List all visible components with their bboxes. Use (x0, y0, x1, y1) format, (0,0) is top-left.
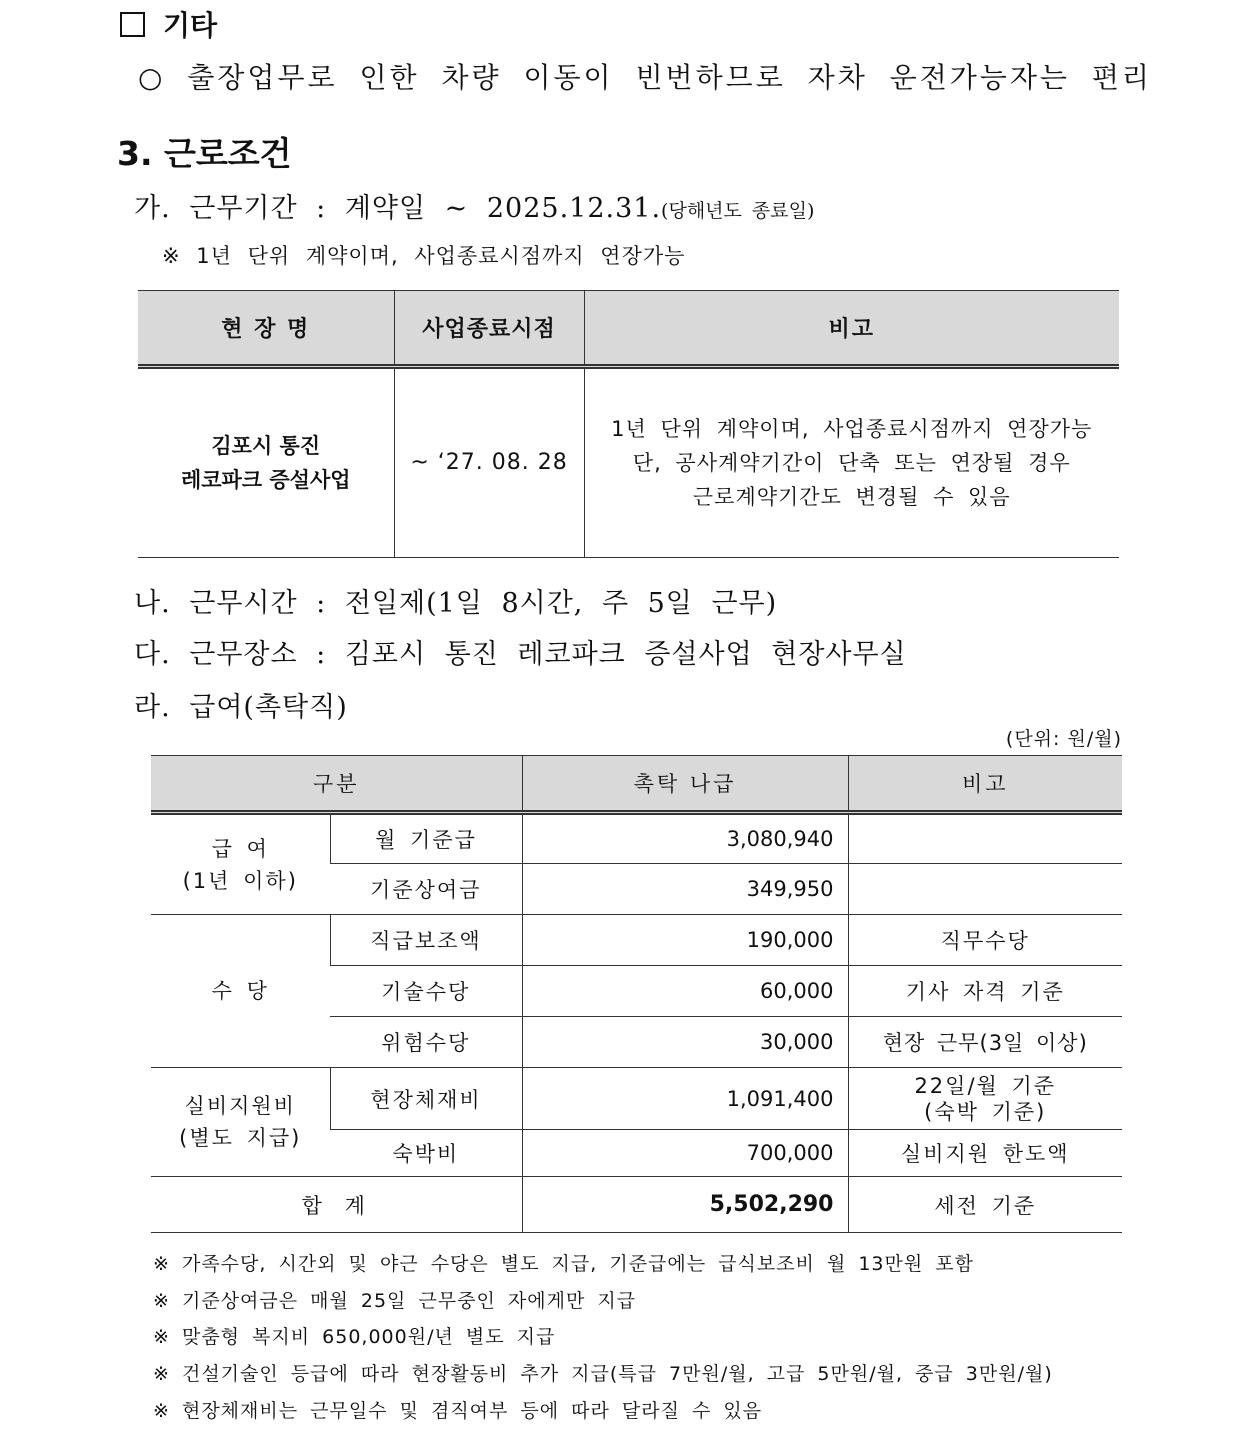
item-cell: 월 기준급 (330, 813, 522, 864)
total-label: 합 계 (151, 1177, 522, 1233)
site-name-cell (138, 367, 394, 558)
item-cell: 기준상여금 (330, 864, 522, 915)
footnote: ※ 가족수당, 시간외 및 야근 수당은 별도 지급, 기준급에는 급식보조비 월 13만원 포함 (153, 1253, 974, 1275)
table-row (151, 915, 1122, 966)
note-cell (848, 1068, 1122, 1130)
site-name-line: 김포시 통진 (211, 434, 321, 458)
site-table-header-end: 사업종료시점 (394, 291, 584, 367)
group-label: 급 여 (211, 836, 269, 861)
amount-cell: 700,000 (522, 1130, 848, 1177)
item-cell: 숙박비 (330, 1130, 522, 1177)
unit-label: (단위: 원/월) (1005, 728, 1122, 750)
expense-group-cell (151, 1068, 330, 1177)
total-amount: 5,502,290 (522, 1177, 848, 1233)
amount-cell: 349,950 (522, 864, 848, 915)
note-line: 22일/월 기준 (914, 1073, 1057, 1098)
salary-header-category: 구분 (151, 756, 522, 813)
total-row (151, 1177, 1122, 1233)
work-period-line (134, 186, 814, 225)
table-row (151, 1068, 1122, 1130)
amount-cell: 1,091,400 (522, 1068, 848, 1130)
end-date-cell: ~ ‘27. 08. 28 (394, 367, 584, 558)
amount-cell: 190,000 (522, 915, 848, 966)
work-hours-line: 나. 근무시간 : 전일제(1일 8시간, 주 5일 근무) (134, 588, 778, 619)
work-period-small: (당해년도 종료일) (661, 200, 815, 222)
site-note-line: 1년 단위 계약이며, 사업종료시점까지 연장가능 (611, 417, 1093, 441)
misc-heading: 기타 (163, 9, 218, 42)
salary-heading: 라. 급여(촉탁직) (134, 692, 348, 723)
allowance-group-cell: 수 당 (151, 915, 330, 1068)
work-place-line: 다. 근무장소 : 김포시 통진 레코파크 증설사업 현장사무실 (134, 639, 907, 670)
site-name-line: 레코파크 증설사업 (180, 468, 351, 492)
site-note-cell (584, 367, 1119, 558)
item-cell: 직급보조액 (330, 915, 522, 966)
note-line: (숙박 기준) (924, 1099, 1047, 1124)
amount-cell: 30,000 (522, 1017, 848, 1068)
site-table (138, 290, 1119, 558)
contract-note: ※ 1년 단위 계약이며, 사업종료시점까지 연장가능 (162, 244, 686, 268)
salary-header-note: 비고 (848, 756, 1122, 813)
table-row (138, 367, 1119, 558)
site-note-line: 근로계약기간도 변경될 수 있음 (692, 485, 1011, 509)
amount-cell: 3,080,940 (522, 813, 848, 864)
item-cell: 기술수당 (330, 966, 522, 1017)
note-cell: 현장 근무(3일 이상) (848, 1017, 1122, 1068)
salary-header-grade: 촉탁 나급 (522, 756, 848, 813)
group-label: 실비지원비 (184, 1094, 296, 1118)
salary-group-cell (151, 813, 330, 915)
item-cell: 위험수당 (330, 1017, 522, 1068)
misc-bullet-text: ○ 출장업무로 인한 차량 이동이 빈번하므로 자차 운전가능자는 편리 (138, 61, 1152, 94)
site-table-header-site: 현 장 명 (138, 291, 394, 367)
salary-table (151, 755, 1122, 1233)
group-label: (1년 이하) (182, 868, 298, 893)
section-title: 3. 근로조건 (117, 134, 292, 173)
note-cell: 기사 자격 기준 (848, 966, 1122, 1017)
site-note-line: 단, 공사계약기간이 단축 또는 연장될 경우 (632, 451, 1071, 475)
amount-cell: 60,000 (522, 966, 848, 1017)
total-note: 세전 기준 (848, 1177, 1122, 1233)
note-cell: 실비지원 한도액 (848, 1130, 1122, 1177)
footnote: ※ 건설기술인 등급에 따라 현장활동비 추가 지급(특급 7만원/월, 고급 5만원/월, 중급 3만원/월) (153, 1363, 1053, 1385)
checkbox-square-icon (120, 12, 145, 37)
footnote: ※ 현장체재비는 근무일수 및 겸직여부 등에 따라 달라질 수 있음 (153, 1400, 763, 1422)
footnote: ※ 기준상여금은 매월 25일 근무중인 자에게만 지급 (153, 1290, 637, 1312)
table-row (151, 813, 1122, 864)
note-cell (848, 864, 1122, 915)
note-cell: 직무수당 (848, 915, 1122, 966)
group-label: (별도 지급) (179, 1126, 302, 1150)
note-cell (848, 813, 1122, 864)
site-table-header-note: 비고 (584, 291, 1119, 367)
work-period-text: 가. 근무기간 : 계약일 ~ 2025.12.31. (134, 193, 662, 224)
item-cell: 현장체재비 (330, 1068, 522, 1130)
footnote: ※ 맞춤형 복지비 650,000원/년 별도 지급 (153, 1326, 556, 1348)
